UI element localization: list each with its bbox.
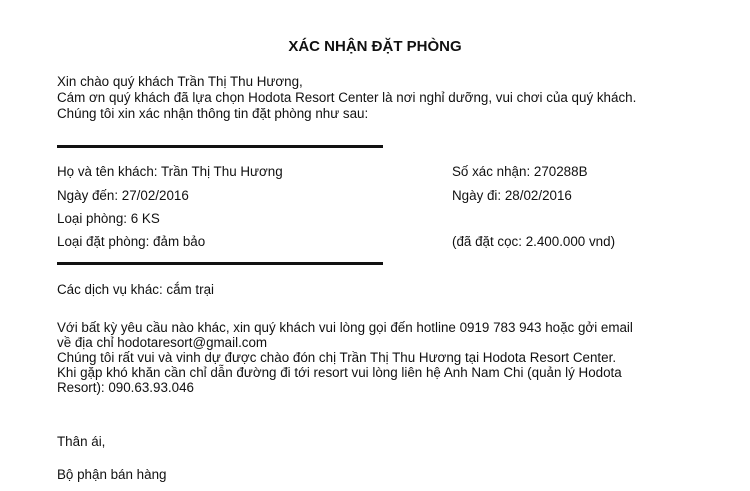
- booking-row-guest: [57, 164, 737, 180]
- guest-name: Họ và tên khách: Trần Thị Thu Hương: [57, 164, 283, 179]
- contact-email-line: về địa chỉ hodotaresort@gmail.com: [57, 335, 268, 350]
- directions-phone-line: Resort): 090.63.93.046: [57, 380, 194, 395]
- room-type: Loại phòng: 6 KS: [57, 211, 160, 226]
- divider-top: [57, 145, 383, 148]
- document-title: XÁC NHẬN ĐẶT PHÒNG: [288, 38, 462, 55]
- arrival-date: Ngày đến: 27/02/2016: [57, 188, 189, 203]
- contact-section: [57, 320, 747, 395]
- deposit-amount: (đã đặt cọc: 2.400.000 vnd): [452, 234, 616, 249]
- greeting-section: [57, 74, 737, 122]
- confirm-intro-line: Chúng tôi xin xác nhận thông tin đặt phòng như sau:: [57, 106, 369, 121]
- departure-date: Ngày đi: 28/02/2016: [452, 188, 572, 203]
- other-services: Các dịch vụ khác: cắm trại: [57, 282, 215, 297]
- closing-salutation: Thân ái,: [57, 434, 106, 449]
- directions-line: Khi gặp khó khăn cần chỉ dẫn đường đi tới resort vui lòng liên hệ Anh Nam Chi (quản lý Hodota: [57, 365, 622, 380]
- booking-row-dates: [57, 188, 737, 204]
- thanks-line: Cám ơn quý khách đã lựa chọn Hodota Resort Center là nơi nghỉ dưỡng, vui chơi của quý khách.: [57, 90, 637, 105]
- booking-type: Loại đặt phòng: đảm bảo: [57, 234, 206, 249]
- contact-line: Với bất kỳ yêu cầu nào khác, xin quý khách vui lòng gọi đến hotline 0919 783 943 hoặc gởi email: [57, 320, 633, 335]
- signature: Bộ phận bán hàng: [57, 467, 167, 482]
- confirmation-number: Số xác nhận: 270288B: [452, 164, 588, 179]
- divider-bottom: [57, 262, 383, 265]
- welcome-line: Chúng tôi rất vui và vinh dự được chào đón chị Trần Thị Thu Hương tại Hodota Resort Center.: [57, 350, 617, 365]
- booking-row-room: [57, 211, 737, 227]
- greeting-line: Xin chào quý khách Trần Thị Thu Hương,: [57, 74, 303, 89]
- booking-row-type: [57, 234, 737, 250]
